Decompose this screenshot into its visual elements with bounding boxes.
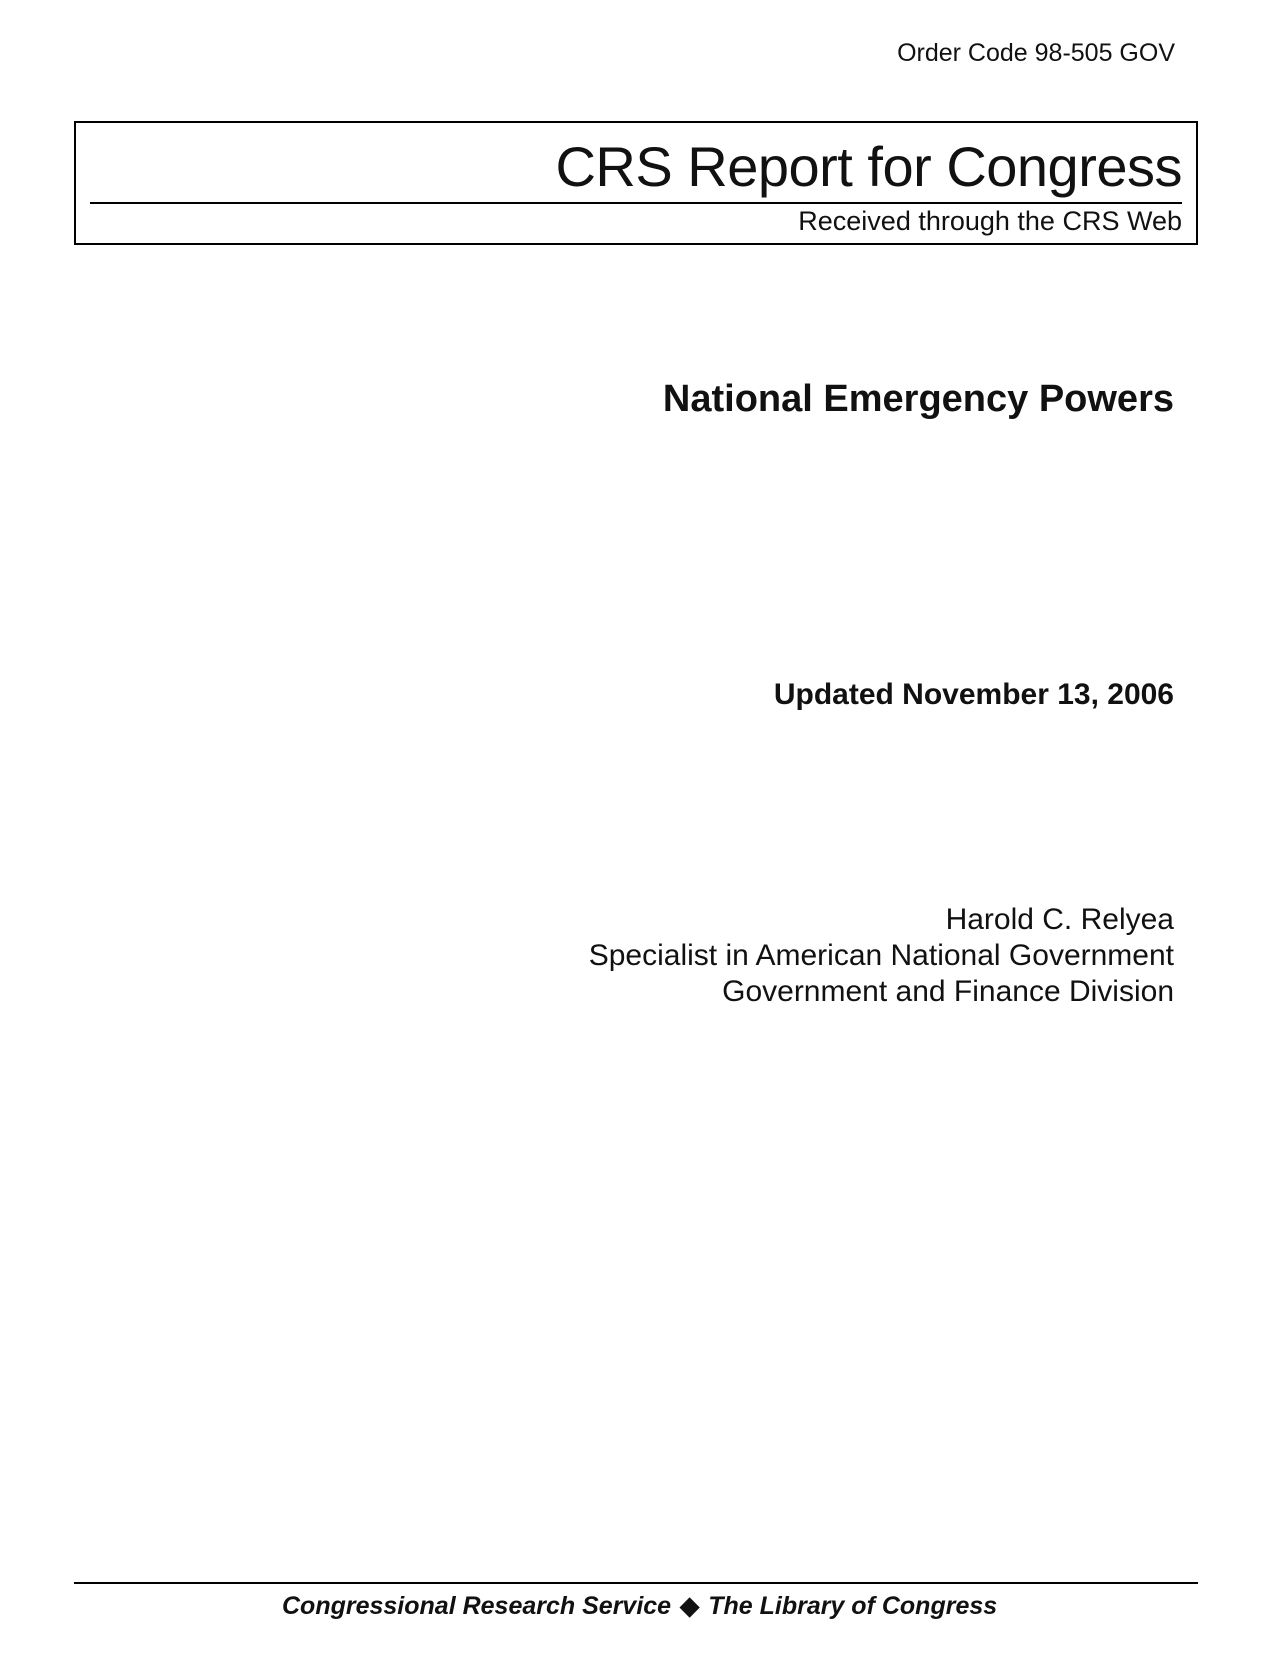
report-header-title: CRS Report for Congress bbox=[555, 135, 1182, 198]
document-title: National Emergency Powers bbox=[662, 378, 1174, 420]
diamond-icon: ◆ bbox=[680, 1592, 700, 1620]
report-header-subtitle: Received through the CRS Web bbox=[798, 206, 1182, 236]
footer-divider bbox=[74, 1582, 1198, 1584]
footer bbox=[282, 1591, 997, 1621]
report-header bbox=[74, 121, 1198, 245]
author-division: Government and Finance Division bbox=[722, 975, 1174, 1008]
footer-left: Congressional Research Service bbox=[282, 1592, 672, 1620]
footer-right: The Library of Congress bbox=[708, 1592, 998, 1620]
author-block bbox=[589, 902, 1174, 1010]
document-date: Updated November 13, 2006 bbox=[773, 678, 1174, 711]
header-divider bbox=[90, 202, 1182, 204]
order-code: Order Code 98-505 GOV bbox=[897, 39, 1175, 67]
author-position: Specialist in American National Government bbox=[588, 939, 1174, 972]
author-name: Harold C. Relyea bbox=[945, 903, 1174, 936]
